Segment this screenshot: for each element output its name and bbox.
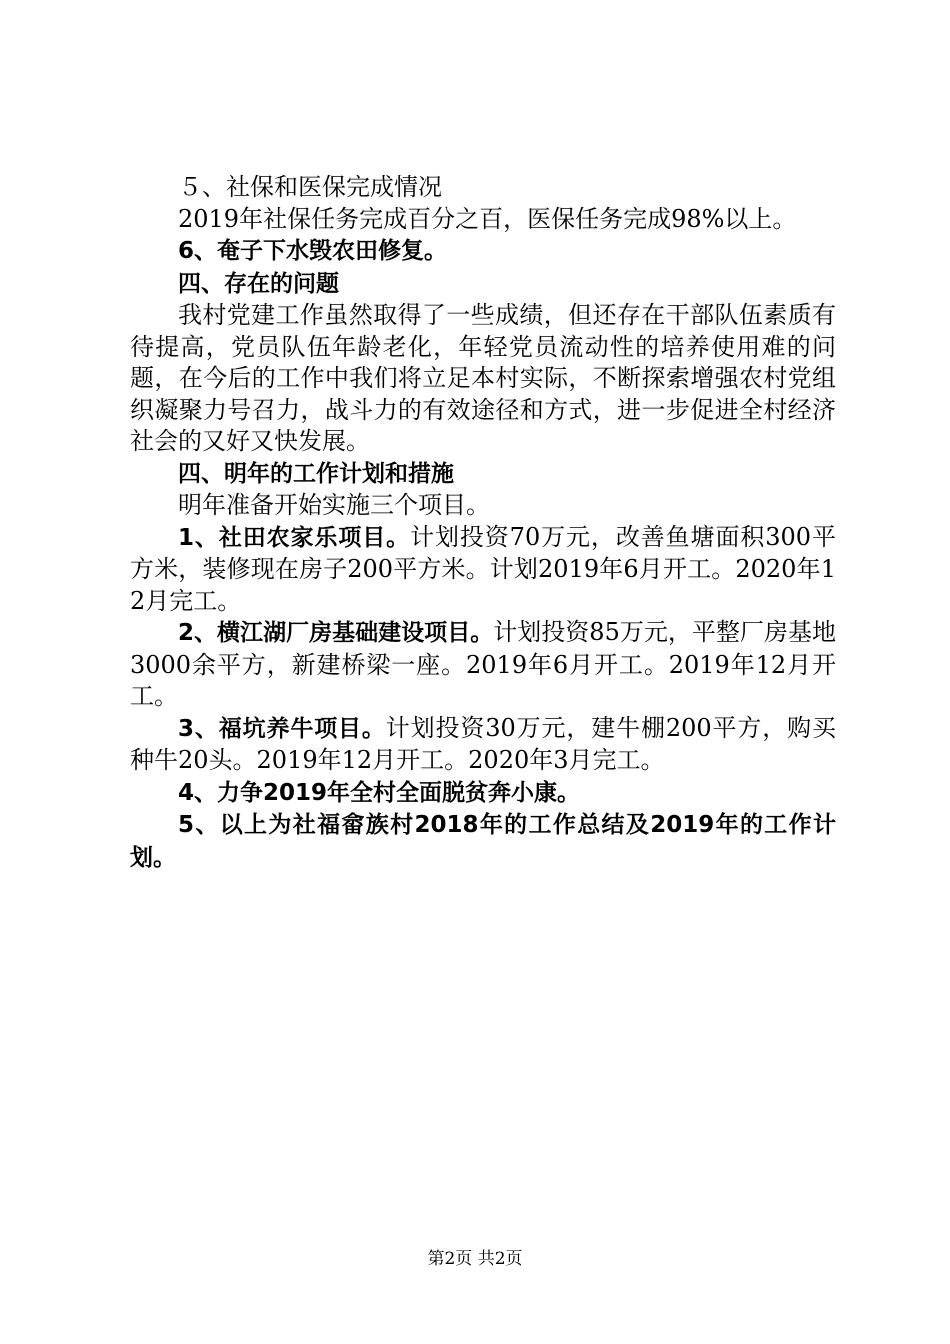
paragraph-text: 明年准备开始实施三个项目。 [178, 491, 490, 519]
paragraph-text: 2019年社保任务完成百分之百，医保任务完成98%以上。 [178, 204, 797, 233]
paragraph-problems [130, 300, 836, 458]
document-body [130, 172, 836, 874]
paragraph-lead: 3、福坑养牛项目。 [178, 715, 386, 742]
paragraph-goal-poverty [130, 777, 836, 810]
section-heading-next-year-plan [130, 458, 836, 491]
paragraph-social-insurance-result [130, 204, 836, 236]
paragraph-lead: 1、社田农家乐项目。 [178, 524, 411, 551]
page-number-footer [0, 1244, 950, 1269]
paragraph-text: 计划投资30万元，建牛棚200平方，购买种牛20头。2019年12月开工。2020年3月完工。 [130, 713, 836, 774]
section-heading-problems [130, 268, 836, 301]
paragraph-social-insurance-heading [130, 172, 836, 204]
paragraph-lead: 4、力争2019年全村全面脱贫奔小康。 [178, 779, 581, 806]
paragraph-summary [130, 809, 836, 874]
paragraph-project-2 [130, 617, 836, 713]
paragraph-farmland-repair [130, 235, 836, 268]
section-heading-text: 四、明年的工作计划和措施 [178, 460, 454, 487]
paragraph-lead: 5、以上为社福畲族村2018年的工作总结及2019年的工作计划。 [130, 812, 836, 871]
paragraph-lead: 6、奄子下水毁农田修复。 [178, 238, 448, 264]
paragraph-text: 计划投资85万元，平整厂房基地3000余平方，新建桥梁一座。2019年6月开工。2019年12月开工。 [130, 618, 836, 710]
paragraph-text: 我村党建工作虽然取得了一些成绩，但还存在干部队伍素质有待提高，党员队伍年龄老化，年轻党员流动性的培养使用难的问题，在今后的工作中我们将立足本村实际，不断探索增强农村党组织凝聚力号召力，战斗力的有效途径和方式，进一步促进全村经济社会的又好又快发展。 [130, 301, 836, 455]
paragraph-text: 计划投资70万元，改善鱼塘面积300平方米，装修现在房子200平方米。计划2019年6月开工。2020年12月完工。 [130, 522, 836, 615]
page-number-label: 第2页 共2页 [427, 1249, 523, 1269]
paragraph-project-3 [130, 713, 836, 777]
paragraph-plan-intro [130, 490, 836, 522]
paragraph-lead: 2、横江湖厂房基础建设项目。 [178, 620, 494, 646]
paragraph-project-1 [130, 522, 836, 618]
paragraph-text: ５、社保和医保完成情况 [178, 173, 442, 201]
section-heading-text: 四、存在的问题 [178, 270, 339, 297]
